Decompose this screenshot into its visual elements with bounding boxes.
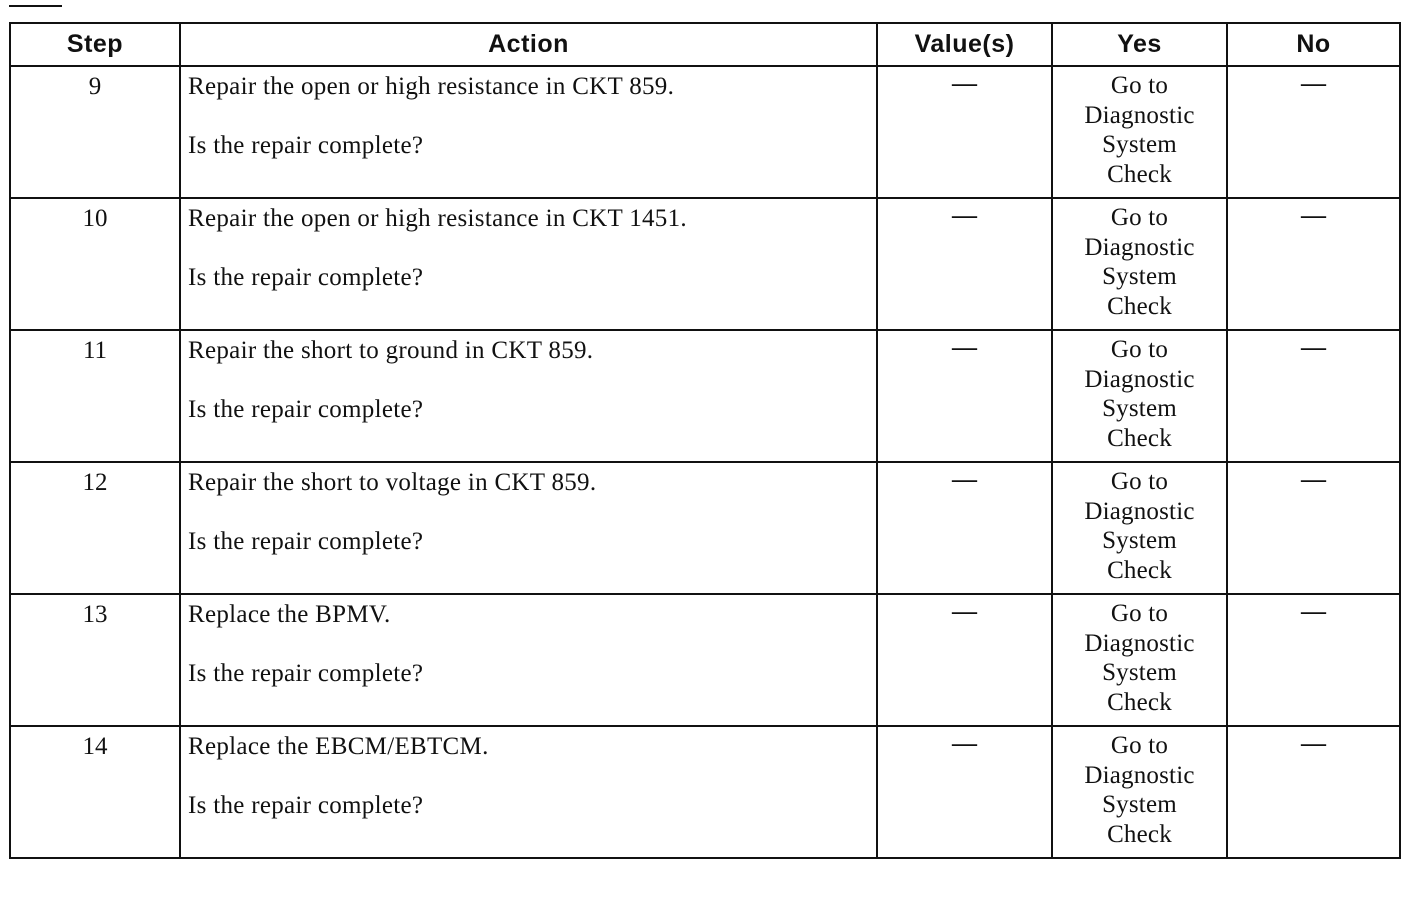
action-cell bbox=[180, 726, 877, 858]
yes-line: Diagnostic bbox=[1084, 497, 1195, 525]
action-text: Repair the short to voltage in CKT 859. bbox=[188, 469, 597, 496]
header-values: Value(s) bbox=[877, 23, 1052, 66]
action-cell bbox=[180, 594, 877, 726]
yes-line: Check bbox=[1107, 688, 1172, 716]
no-cell: — bbox=[1227, 726, 1400, 858]
yes-line: Check bbox=[1107, 424, 1172, 452]
value-cell: — bbox=[877, 726, 1052, 858]
no-cell: — bbox=[1227, 66, 1400, 198]
table-row bbox=[10, 330, 1400, 462]
action-text: Replace the EBCM/EBTCM. bbox=[188, 733, 489, 760]
action-text: Repair the open or high resistance in CKT 1451. bbox=[188, 205, 687, 232]
yes-line: System bbox=[1102, 263, 1177, 290]
value-cell: — bbox=[877, 330, 1052, 462]
action-cell bbox=[180, 462, 877, 594]
step-number: 14 bbox=[10, 726, 180, 858]
yes-line: Check bbox=[1107, 160, 1172, 188]
yes-line: Diagnostic bbox=[1084, 101, 1195, 129]
yes-cell bbox=[1052, 198, 1227, 330]
step-number: 9 bbox=[10, 66, 180, 198]
yes-line: System bbox=[1102, 527, 1177, 554]
header-no: No bbox=[1227, 23, 1400, 66]
yes-line: System bbox=[1102, 131, 1177, 158]
table-row bbox=[10, 726, 1400, 858]
step-number: 10 bbox=[10, 198, 180, 330]
question-text: Is the repair complete? bbox=[188, 659, 424, 687]
question-text: Is the repair complete? bbox=[188, 527, 424, 555]
action-text: Repair the short to ground in CKT 859. bbox=[188, 337, 594, 364]
top-rule bbox=[9, 5, 62, 7]
table-row bbox=[10, 198, 1400, 330]
header-step: Step bbox=[10, 23, 180, 66]
action-text: Repair the open or high resistance in CKT 859. bbox=[188, 73, 675, 100]
yes-line: Diagnostic bbox=[1084, 365, 1195, 393]
question-text: Is the repair complete? bbox=[188, 395, 424, 423]
table-row bbox=[10, 462, 1400, 594]
action-text: Replace the BPMV. bbox=[188, 601, 391, 628]
yes-cell bbox=[1052, 66, 1227, 198]
yes-line: Go to bbox=[1110, 600, 1169, 627]
yes-line: Go to bbox=[1110, 732, 1169, 759]
yes-line: System bbox=[1102, 395, 1177, 422]
no-cell: — bbox=[1227, 330, 1400, 462]
yes-line: Go to bbox=[1110, 204, 1169, 231]
yes-line: Go to bbox=[1110, 468, 1169, 495]
header-action: Action bbox=[180, 23, 877, 66]
yes-line: Check bbox=[1107, 292, 1172, 320]
yes-line: Go to bbox=[1110, 336, 1169, 363]
yes-cell bbox=[1052, 726, 1227, 858]
question-text: Is the repair complete? bbox=[188, 263, 424, 291]
value-cell: — bbox=[877, 462, 1052, 594]
step-number: 13 bbox=[10, 594, 180, 726]
action-cell bbox=[180, 66, 877, 198]
yes-cell bbox=[1052, 330, 1227, 462]
value-cell: — bbox=[877, 594, 1052, 726]
table-row bbox=[10, 594, 1400, 726]
yes-line: Check bbox=[1107, 820, 1172, 848]
action-cell bbox=[180, 198, 877, 330]
header-yes: Yes bbox=[1052, 23, 1227, 66]
yes-line: Check bbox=[1107, 556, 1172, 584]
table-row bbox=[10, 66, 1400, 198]
step-number: 12 bbox=[10, 462, 180, 594]
yes-line: Diagnostic bbox=[1084, 761, 1195, 789]
step-number: 11 bbox=[10, 330, 180, 462]
yes-cell bbox=[1052, 462, 1227, 594]
yes-cell bbox=[1052, 594, 1227, 726]
yes-line: Go to bbox=[1110, 72, 1169, 99]
yes-line: System bbox=[1102, 659, 1177, 686]
yes-line: Diagnostic bbox=[1084, 629, 1195, 657]
question-text: Is the repair complete? bbox=[188, 131, 424, 159]
action-cell bbox=[180, 330, 877, 462]
yes-line: System bbox=[1102, 791, 1177, 818]
no-cell: — bbox=[1227, 198, 1400, 330]
header-row bbox=[10, 23, 1400, 66]
question-text: Is the repair complete? bbox=[188, 791, 424, 819]
value-cell: — bbox=[877, 198, 1052, 330]
yes-line: Diagnostic bbox=[1084, 233, 1195, 261]
no-cell: — bbox=[1227, 594, 1400, 726]
value-cell: — bbox=[877, 66, 1052, 198]
no-cell: — bbox=[1227, 462, 1400, 594]
diagnostic-table bbox=[9, 22, 1401, 859]
